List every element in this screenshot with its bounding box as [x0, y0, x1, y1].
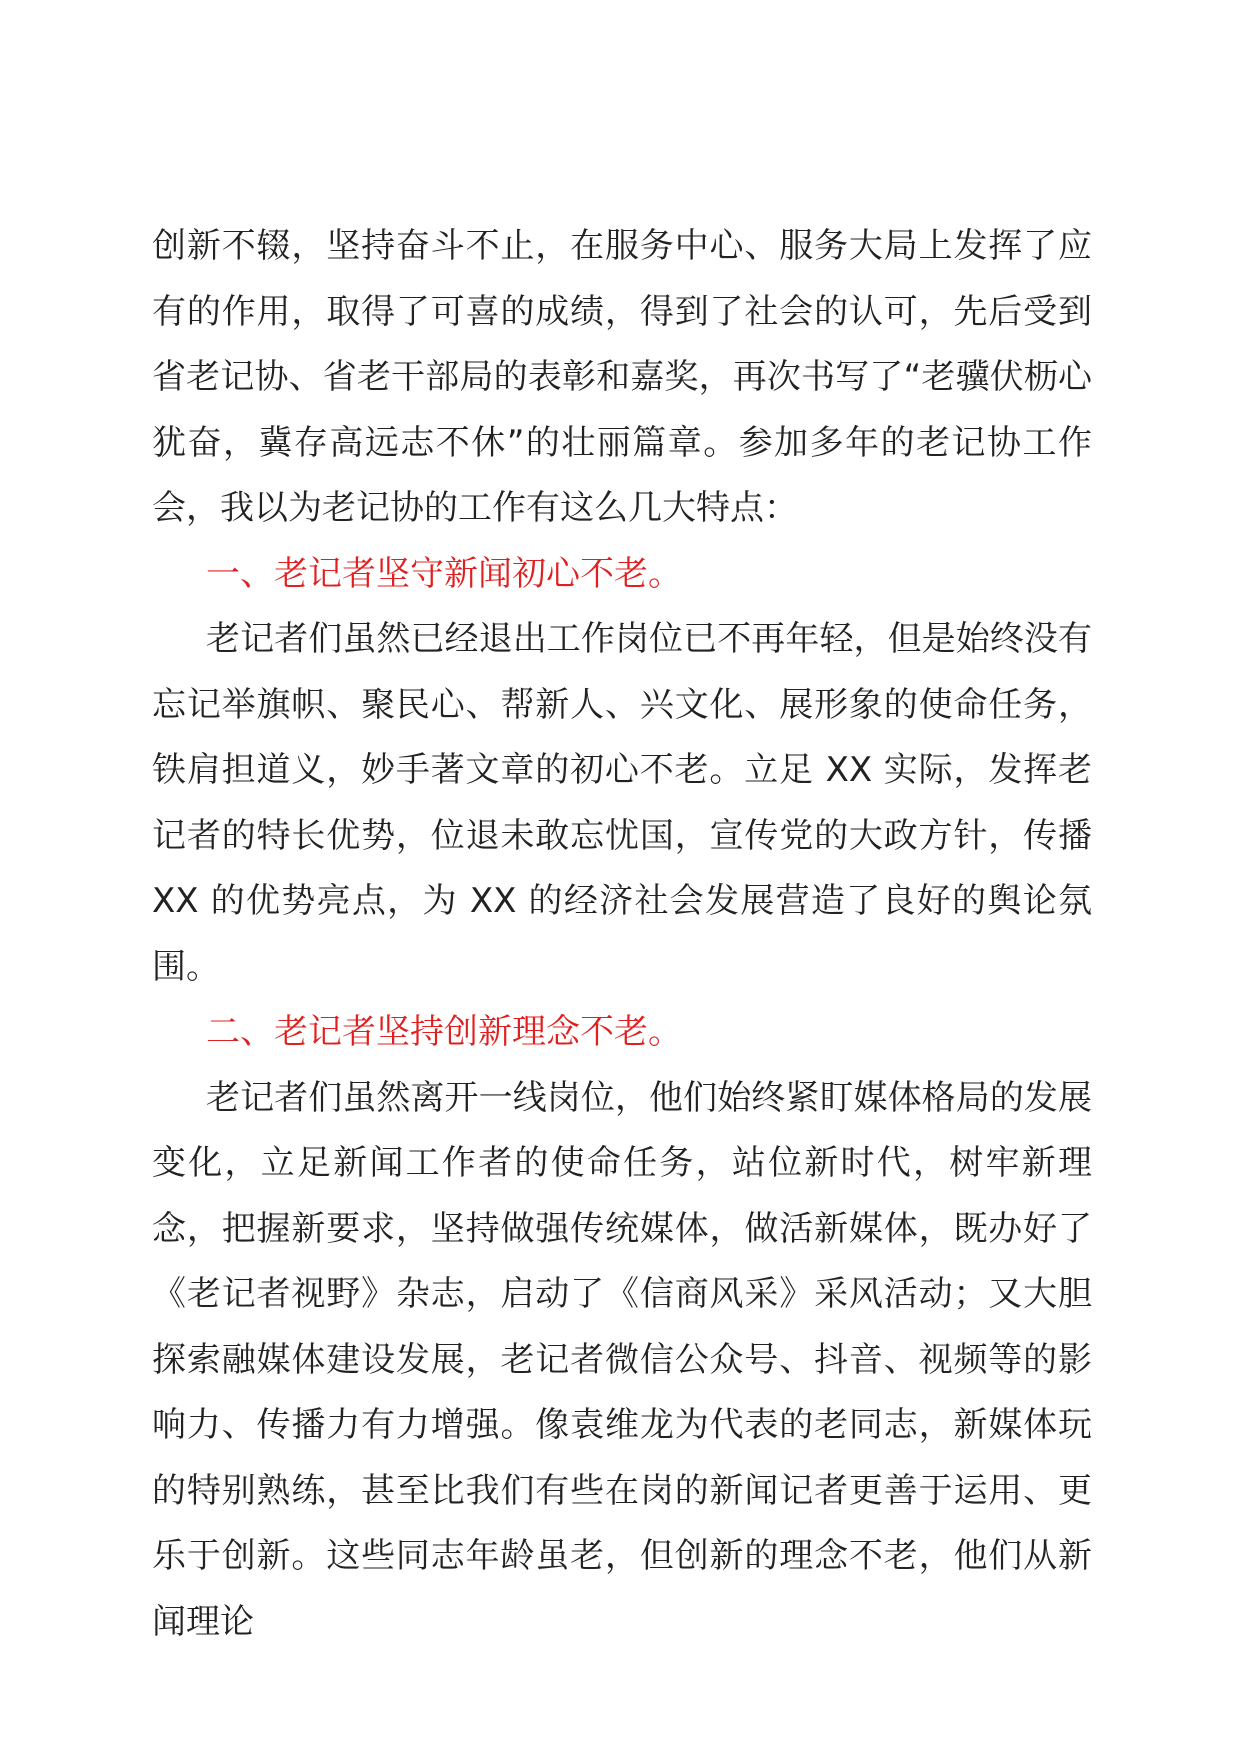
section-heading-1: 一、老记者坚守新闻初心不老。: [206, 553, 682, 594]
paragraph-section-2: 老记者们虽然离开一线岗位，他们始终紧盯媒体格局的发展变化，立足新闻工作者的使命任务，站位新时代，树牢新理念，把握新要求，坚持做强传统媒体，做活新媒体，既办好了《老记者视野》杂志，启动了《信商风采》采风活动；又大胆探索融媒体建设发展，老记者微信公众号、抖音、视频等的影响力、传播力有力增强。像袁维龙为代表的老同志，新媒体玩的特别熟练，甚至比我们有些在岗的新闻记者更善于运用、更乐于创新。这些同志年龄虽老，但创新的理念不老，他们从新闻理论: [152, 1077, 1092, 1642]
document-body: [152, 214, 1092, 1655]
paragraph-section-1: 老记者们虽然已经退出工作岗位已不再年轻，但是始终没有忘记举旗帜、聚民心、帮新人、兴文化、展形象的使命任务，铁肩担道义，妙手著文章的初心不老。立足 XX 实际，发挥老记者的特长优势，位退未敢忘忧国，宣传党的大政方针，传播 XX 的优势亮点，为 XX 的经济社会发展营造了良好的舆论氛围。: [152, 619, 1092, 987]
paragraph-continuation: 创新不辍，坚持奋斗不止，在服务中心、服务大局上发挥了应有的作用，取得了可喜的成绩，得到了社会的认可，先后受到省老记协、省老干部局的表彰和嘉奖，再次书写了“老骥伏枥心犹奋，冀存高远志不休”的壮丽篇章。参加多年的老记协工作会，我以为老记协的工作有这么几大特点：: [152, 226, 1092, 528]
section-heading-2: 二、老记者坚持创新理念不老。: [206, 1012, 682, 1052]
